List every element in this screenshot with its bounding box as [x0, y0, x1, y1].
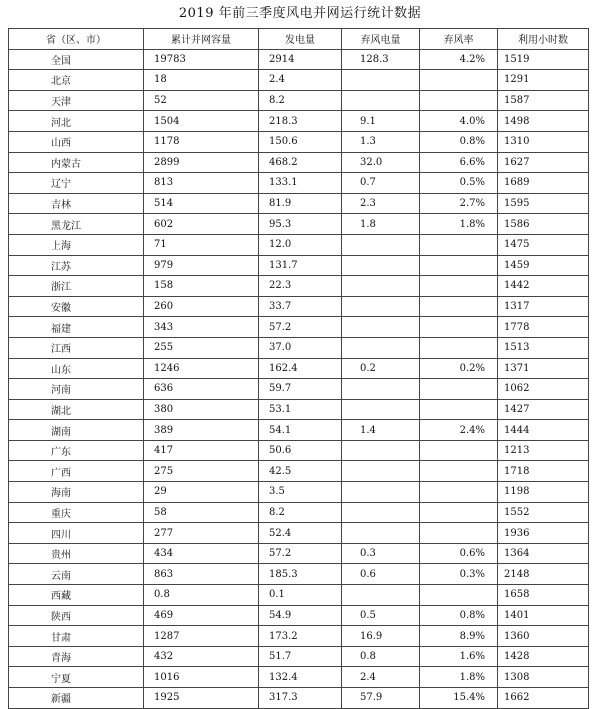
table-row: [9, 193, 589, 214]
curtailed-energy-cell: 1.4: [342, 420, 420, 441]
generation-cell: 185.3: [259, 564, 342, 585]
utilization-hours-cell: 1498: [498, 111, 589, 132]
curtailed-energy-cell: [342, 255, 420, 276]
region-cell: 江西: [9, 337, 144, 358]
table-header-row: [9, 29, 589, 50]
curtailment-rate-cell: 0.3%: [420, 564, 498, 585]
curtailment-rate-cell: 6.6%: [420, 152, 498, 173]
curtailment-rate-cell: 1.8%: [420, 214, 498, 235]
curtailed-energy-cell: [342, 482, 420, 503]
generation-cell: 57.2: [259, 317, 342, 338]
curtailed-energy-cell: [342, 523, 420, 544]
capacity-cell: 389: [144, 420, 259, 441]
table-row: [9, 564, 589, 585]
curtailed-energy-cell: 128.3: [342, 49, 420, 70]
curtailment-rate-cell: 4.2%: [420, 49, 498, 70]
generation-cell: 162.4: [259, 358, 342, 379]
curtailment-rate-cell: 1.8%: [420, 667, 498, 688]
curtailed-energy-cell: 9.1: [342, 111, 420, 132]
generation-cell: 42.5: [259, 461, 342, 482]
region-cell: 湖北: [9, 399, 144, 420]
capacity-cell: 602: [144, 214, 259, 235]
curtailed-energy-cell: [342, 276, 420, 297]
utilization-hours-cell: 1444: [498, 420, 589, 441]
curtailed-energy-cell: 0.7: [342, 173, 420, 194]
generation-cell: 150.6: [259, 131, 342, 152]
region-cell: 安徽: [9, 296, 144, 317]
utilization-hours-cell: 1401: [498, 605, 589, 626]
region-cell: 福建: [9, 317, 144, 338]
curtailed-energy-cell: [342, 502, 420, 523]
capacity-cell: 260: [144, 296, 259, 317]
table-row: [9, 379, 589, 400]
curtailed-energy-cell: [342, 296, 420, 317]
curtailed-energy-cell: [342, 90, 420, 111]
curtailment-rate-cell: [420, 502, 498, 523]
region-cell: 上海: [9, 234, 144, 255]
region-cell: 云南: [9, 564, 144, 585]
curtailment-rate-cell: 0.5%: [420, 173, 498, 194]
table-row: [9, 420, 589, 441]
curtailed-energy-cell: [342, 337, 420, 358]
capacity-cell: 255: [144, 337, 259, 358]
region-cell: 重庆: [9, 502, 144, 523]
curtailment-rate-cell: [420, 70, 498, 91]
curtailment-rate-cell: [420, 234, 498, 255]
table-row: [9, 234, 589, 255]
table-row: [9, 255, 589, 276]
capacity-cell: 434: [144, 543, 259, 564]
curtailed-energy-cell: [342, 440, 420, 461]
generation-cell: 317.3: [259, 688, 342, 709]
table-row: [9, 646, 589, 667]
generation-cell: 173.2: [259, 626, 342, 647]
curtailed-energy-cell: 0.2: [342, 358, 420, 379]
region-cell: 浙江: [9, 276, 144, 297]
table-row: [9, 214, 589, 235]
curtailed-energy-cell: 57.9: [342, 688, 420, 709]
generation-cell: 50.6: [259, 440, 342, 461]
generation-cell: 57.2: [259, 543, 342, 564]
curtailed-energy-cell: 0.5: [342, 605, 420, 626]
region-cell: 全国: [9, 49, 144, 70]
capacity-cell: 29: [144, 482, 259, 503]
table-row: [9, 90, 589, 111]
utilization-hours-cell: 1519: [498, 49, 589, 70]
capacity-cell: 1287: [144, 626, 259, 647]
capacity-cell: 636: [144, 379, 259, 400]
utilization-hours-cell: 1310: [498, 131, 589, 152]
region-cell: 甘肃: [9, 626, 144, 647]
curtailment-rate-cell: [420, 255, 498, 276]
capacity-cell: 380: [144, 399, 259, 420]
table-row: [9, 296, 589, 317]
utilization-hours-cell: 1552: [498, 502, 589, 523]
capacity-cell: 18: [144, 70, 259, 91]
utilization-hours-cell: 1587: [498, 90, 589, 111]
curtailed-energy-cell: 2.4: [342, 667, 420, 688]
generation-cell: 52.4: [259, 523, 342, 544]
region-cell: 吉林: [9, 193, 144, 214]
generation-cell: 51.7: [259, 646, 342, 667]
utilization-hours-cell: 1778: [498, 317, 589, 338]
capacity-cell: 58: [144, 502, 259, 523]
column-header-utilization-hours: 利用小时数: [498, 29, 589, 50]
curtailed-energy-cell: [342, 234, 420, 255]
column-header-region: 省（区、市）: [9, 29, 144, 50]
region-cell: 江苏: [9, 255, 144, 276]
generation-cell: 0.1: [259, 585, 342, 606]
curtailment-rate-cell: 15.4%: [420, 688, 498, 709]
table-row: [9, 317, 589, 338]
curtailment-rate-cell: [420, 440, 498, 461]
generation-cell: 37.0: [259, 337, 342, 358]
table-row: [9, 173, 589, 194]
curtailment-rate-cell: 0.6%: [420, 543, 498, 564]
curtailment-rate-cell: [420, 482, 498, 503]
capacity-cell: 1178: [144, 131, 259, 152]
utilization-hours-cell: 1308: [498, 667, 589, 688]
capacity-cell: 863: [144, 564, 259, 585]
region-cell: 陕西: [9, 605, 144, 626]
capacity-cell: 71: [144, 234, 259, 255]
table-row: [9, 461, 589, 482]
region-cell: 内蒙古: [9, 152, 144, 173]
utilization-hours-cell: 1428: [498, 646, 589, 667]
utilization-hours-cell: 1586: [498, 214, 589, 235]
curtailment-rate-cell: [420, 399, 498, 420]
utilization-hours-cell: 1595: [498, 193, 589, 214]
curtailed-energy-cell: [342, 317, 420, 338]
capacity-cell: 1016: [144, 667, 259, 688]
generation-cell: 53.1: [259, 399, 342, 420]
utilization-hours-cell: 1198: [498, 482, 589, 503]
region-cell: 贵州: [9, 543, 144, 564]
table-row: [9, 502, 589, 523]
curtailed-energy-cell: 16.9: [342, 626, 420, 647]
column-header-curtailment-rate: 弃风率: [420, 29, 498, 50]
capacity-cell: 813: [144, 173, 259, 194]
capacity-cell: 19783: [144, 49, 259, 70]
region-cell: 天津: [9, 90, 144, 111]
utilization-hours-cell: 1936: [498, 523, 589, 544]
region-cell: 河南: [9, 379, 144, 400]
generation-cell: 131.7: [259, 255, 342, 276]
capacity-cell: 2899: [144, 152, 259, 173]
generation-cell: 12.0: [259, 234, 342, 255]
utilization-hours-cell: 1427: [498, 399, 589, 420]
table-row: [9, 152, 589, 173]
table-row: [9, 70, 589, 91]
utilization-hours-cell: 1360: [498, 626, 589, 647]
table-row: [9, 440, 589, 461]
utilization-hours-cell: 1718: [498, 461, 589, 482]
table-row: [9, 337, 589, 358]
capacity-cell: 0.8: [144, 585, 259, 606]
generation-cell: 3.5: [259, 482, 342, 503]
capacity-cell: 1925: [144, 688, 259, 709]
capacity-cell: 417: [144, 440, 259, 461]
utilization-hours-cell: 1459: [498, 255, 589, 276]
generation-cell: 54.9: [259, 605, 342, 626]
utilization-hours-cell: 1317: [498, 296, 589, 317]
table-row: [9, 523, 589, 544]
generation-cell: 54.1: [259, 420, 342, 441]
curtailment-rate-cell: [420, 523, 498, 544]
table-row: [9, 358, 589, 379]
table-row: [9, 667, 589, 688]
curtailed-energy-cell: [342, 461, 420, 482]
generation-cell: 8.2: [259, 502, 342, 523]
curtailed-energy-cell: 0.6: [342, 564, 420, 585]
curtailment-rate-cell: 0.8%: [420, 131, 498, 152]
capacity-cell: 277: [144, 523, 259, 544]
curtailment-rate-cell: 2.4%: [420, 420, 498, 441]
capacity-cell: 432: [144, 646, 259, 667]
table-row: [9, 482, 589, 503]
generation-cell: 468.2: [259, 152, 342, 173]
curtailment-rate-cell: [420, 90, 498, 111]
curtailed-energy-cell: [342, 399, 420, 420]
curtailed-energy-cell: [342, 585, 420, 606]
utilization-hours-cell: 1291: [498, 70, 589, 91]
region-cell: 辽宁: [9, 173, 144, 194]
curtailed-energy-cell: 32.0: [342, 152, 420, 173]
table-row: [9, 399, 589, 420]
generation-cell: 132.4: [259, 667, 342, 688]
curtailed-energy-cell: 2.3: [342, 193, 420, 214]
region-cell: 北京: [9, 70, 144, 91]
region-cell: 宁夏: [9, 667, 144, 688]
generation-cell: 218.3: [259, 111, 342, 132]
region-cell: 山西: [9, 131, 144, 152]
wind-power-table: [8, 28, 589, 709]
curtailed-energy-cell: [342, 379, 420, 400]
table-row: [9, 49, 589, 70]
curtailment-rate-cell: 2.7%: [420, 193, 498, 214]
generation-cell: 2.4: [259, 70, 342, 91]
curtailed-energy-cell: 1.3: [342, 131, 420, 152]
utilization-hours-cell: 1689: [498, 173, 589, 194]
curtailed-energy-cell: 0.3: [342, 543, 420, 564]
region-cell: 河北: [9, 111, 144, 132]
generation-cell: 95.3: [259, 214, 342, 235]
column-header-capacity: 累计并网容量: [144, 29, 259, 50]
capacity-cell: 275: [144, 461, 259, 482]
column-header-generation: 发电量: [259, 29, 342, 50]
curtailment-rate-cell: [420, 296, 498, 317]
column-header-curtailed-energy: 弃风电量: [342, 29, 420, 50]
utilization-hours-cell: 2148: [498, 564, 589, 585]
generation-cell: 81.9: [259, 193, 342, 214]
table-row: [9, 111, 589, 132]
curtailment-rate-cell: 1.6%: [420, 646, 498, 667]
utilization-hours-cell: 1442: [498, 276, 589, 297]
capacity-cell: 1246: [144, 358, 259, 379]
curtailed-energy-cell: 0.8: [342, 646, 420, 667]
table-row: [9, 605, 589, 626]
utilization-hours-cell: 1371: [498, 358, 589, 379]
utilization-hours-cell: 1062: [498, 379, 589, 400]
table-row: [9, 626, 589, 647]
generation-cell: 59.7: [259, 379, 342, 400]
table-row: [9, 543, 589, 564]
region-cell: 青海: [9, 646, 144, 667]
generation-cell: 33.7: [259, 296, 342, 317]
curtailment-rate-cell: [420, 461, 498, 482]
curtailment-rate-cell: [420, 337, 498, 358]
curtailed-energy-cell: 1.8: [342, 214, 420, 235]
table-row: [9, 276, 589, 297]
curtailment-rate-cell: 4.0%: [420, 111, 498, 132]
capacity-cell: 1504: [144, 111, 259, 132]
region-cell: 广西: [9, 461, 144, 482]
curtailment-rate-cell: 8.9%: [420, 626, 498, 647]
capacity-cell: 469: [144, 605, 259, 626]
capacity-cell: 158: [144, 276, 259, 297]
region-cell: 湖南: [9, 420, 144, 441]
utilization-hours-cell: 1364: [498, 543, 589, 564]
table-row: [9, 688, 589, 709]
curtailment-rate-cell: [420, 317, 498, 338]
generation-cell: 133.1: [259, 173, 342, 194]
page-title: 2019 年前三季度风电并网运行统计数据: [178, 6, 422, 21]
curtailment-rate-cell: 0.2%: [420, 358, 498, 379]
region-cell: 海南: [9, 482, 144, 503]
utilization-hours-cell: 1658: [498, 585, 589, 606]
capacity-cell: 979: [144, 255, 259, 276]
region-cell: 新疆: [9, 688, 144, 709]
table-row: [9, 131, 589, 152]
generation-cell: 22.3: [259, 276, 342, 297]
utilization-hours-cell: 1662: [498, 688, 589, 709]
capacity-cell: 52: [144, 90, 259, 111]
curtailed-energy-cell: [342, 70, 420, 91]
region-cell: 广东: [9, 440, 144, 461]
capacity-cell: 514: [144, 193, 259, 214]
region-cell: 西藏: [9, 585, 144, 606]
table-row: [9, 585, 589, 606]
utilization-hours-cell: 1513: [498, 337, 589, 358]
curtailment-rate-cell: [420, 276, 498, 297]
curtailment-rate-cell: [420, 585, 498, 606]
region-cell: 山东: [9, 358, 144, 379]
utilization-hours-cell: 1213: [498, 440, 589, 461]
generation-cell: 2914: [259, 49, 342, 70]
curtailment-rate-cell: 0.8%: [420, 605, 498, 626]
region-cell: 黑龙江: [9, 214, 144, 235]
utilization-hours-cell: 1627: [498, 152, 589, 173]
region-cell: 四川: [9, 523, 144, 544]
generation-cell: 8.2: [259, 90, 342, 111]
curtailment-rate-cell: [420, 379, 498, 400]
capacity-cell: 343: [144, 317, 259, 338]
utilization-hours-cell: 1475: [498, 234, 589, 255]
